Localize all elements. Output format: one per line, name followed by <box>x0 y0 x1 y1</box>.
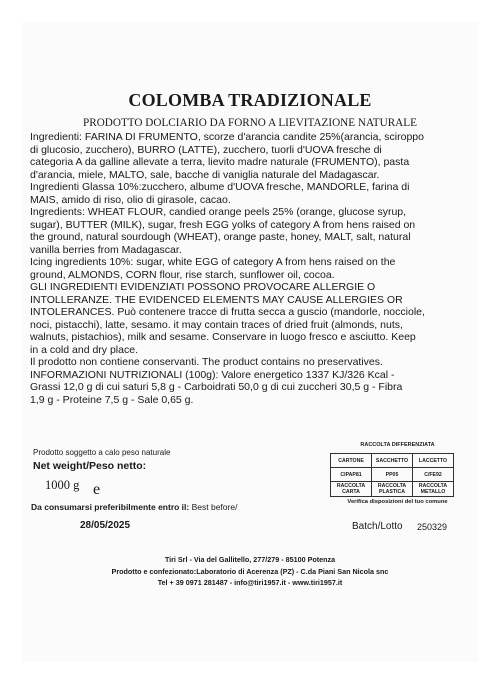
glaze-en-line: ground, ALMONDS, CORN flour, rise starch, sunflower oil, cocoa. <box>30 268 335 281</box>
allergen-line: noci, pistacchi), latte, sesamo. it may contain traces of dried fruit (almonds, nuts, <box>30 318 403 331</box>
product-title: COLOMBA TRADIZIONALE <box>128 90 372 110</box>
product-subtitle: PRODOTTO DOLCIARIO DA FORNO A LIEVITAZIONE NATURALE <box>83 117 417 129</box>
ingredients-en <box>30 206 474 256</box>
production-site: Prodotto e confezionato:Laboratorio di Acerenza (PZ) - C.da Piani San Nicola snc <box>111 567 389 576</box>
allergen-line: walnuts, pistachios), milk and sesame. Conservare in luogo fresco e asciutto. Keep <box>30 331 416 343</box>
ingredients-en-line: sugar), BUTTER (MILK), sugar, fresh EGG yolks of category A from hens raised on <box>30 218 416 231</box>
recycling-bin: RACCOLTA CARTA <box>331 482 372 497</box>
ingredients-it <box>30 131 474 181</box>
recycling-code: C/FE92 <box>413 468 454 482</box>
recycling-code: PP05 <box>372 468 413 482</box>
ingredients-it-line: Ingredienti: FARINA DI FRUMENTO, scorze d'arancia candite 25%(arancia, sciroppo <box>30 131 424 143</box>
recycling-header: CARTONE <box>331 454 372 468</box>
ingredients-it-line: di glucosio, zucchero), BURRO (LATTE), zucchero, tuorli d'UOVA fresche di <box>30 143 382 156</box>
ingredients-it-line: categoria A da galline allevate a terra, lievito madre naturale (FRUMENTO), pasta <box>30 156 410 168</box>
nutrition-line: INFORMAZIONI NUTRIZIONALI (100g): Valore energetico 1337 KJ/326 Kcal - <box>30 368 395 381</box>
allergen-line: INTOLERANCES. Può contenere tracce di frutta secca a guscio (mandorle, nocciole, <box>30 306 425 318</box>
recycling-bin: RACCOLTA PLASTICA <box>372 482 413 497</box>
ingredients-it-line: d'arancia, miele, MALTO, sale, bacche di vaniglia naturale del Madagascar. <box>30 168 380 181</box>
best-before-date: 28/05/2025 <box>80 520 131 531</box>
weight-loss-note: Prodotto soggetto a calo peso naturale <box>33 448 171 457</box>
nutrition-info <box>30 369 474 407</box>
glaze-it-line: Ingredienti Glassa 10%:zucchero, albume d'UOVA fresche, MANDORLE, farina di <box>30 181 410 193</box>
batch-value: 250329 <box>417 522 448 532</box>
recycling-header: LACCETTO <box>413 454 454 468</box>
company-address: Tiri Srl - Via del Gallitello, 277/279 - 85100 Potenza <box>164 555 336 564</box>
recycling-title: RACCOLTA DIFFERENZIATA <box>360 442 435 448</box>
recycling-table <box>330 442 465 505</box>
glaze-ingredients-it <box>30 181 474 206</box>
best-before-en: Best before/ <box>191 502 238 512</box>
allergen-line: GLI INGREDIENTI EVIDENZIATI POSSONO PROVOCARE ALLERGIE O <box>30 281 376 293</box>
company-contacts: Tel + 39 0971 281487 - info@tiri1957.it - www.tiri1957.it <box>157 578 343 587</box>
preservatives-note: Il prodotto non contiene conservanti. The product contains no preservatives. <box>30 356 383 368</box>
recycling-code: CIPAP81 <box>331 468 372 482</box>
label-text-block <box>30 131 474 406</box>
glaze-en-line: Icing ingredients 10%: sugar, white EGG of category A from hens raised on the <box>30 256 396 268</box>
ingredients-en-line: the ground, natural sourdough (WHEAT), orange paste, honey, MALT, salt, natural <box>30 231 411 243</box>
recycling-header: SACCHETTO <box>372 454 413 468</box>
glaze-it-line: MAIS, amido di riso, olio di girasole, cacao. <box>30 193 231 206</box>
best-before-label: Da consumarsi preferibilmente entro il: <box>31 502 190 512</box>
allergen-warning <box>30 281 474 356</box>
nutrition-line: Grassi 12,0 g di cui saturi 5,8 g - Carboidrati 50,0 g di cui zuccheri 30,5 g - Fibra <box>30 381 403 393</box>
glaze-ingredients-en <box>30 256 474 281</box>
estimated-e-mark: e <box>93 481 101 498</box>
best-before <box>31 502 237 512</box>
allergen-line: in a cold and dry place. <box>30 343 138 356</box>
batch-label: Batch/Lotto <box>352 521 403 532</box>
net-weight-label: Net weight/Peso netto: <box>33 460 147 472</box>
recycling-bin: RACCOLTA METALLO <box>413 482 454 497</box>
allergen-line: INTOLLERANZE. THE EVIDENCED ELEMENTS MAY CAUSE ALLERGIES OR <box>30 293 403 306</box>
ingredients-en-line: vanilla berries from Madagascar. <box>30 243 182 256</box>
recycling-note: Verifica disposizioni del tuo comune <box>347 499 448 505</box>
nutrition-line: 1,9 g - Proteine 7,5 g - Sale 0,65 g. <box>30 393 194 406</box>
ingredients-en-line: Ingredients: WHEAT FLOUR, candied orange peels 25% (orange, glucose syrup, <box>30 206 407 218</box>
net-weight-value: 1000 g <box>45 478 80 492</box>
